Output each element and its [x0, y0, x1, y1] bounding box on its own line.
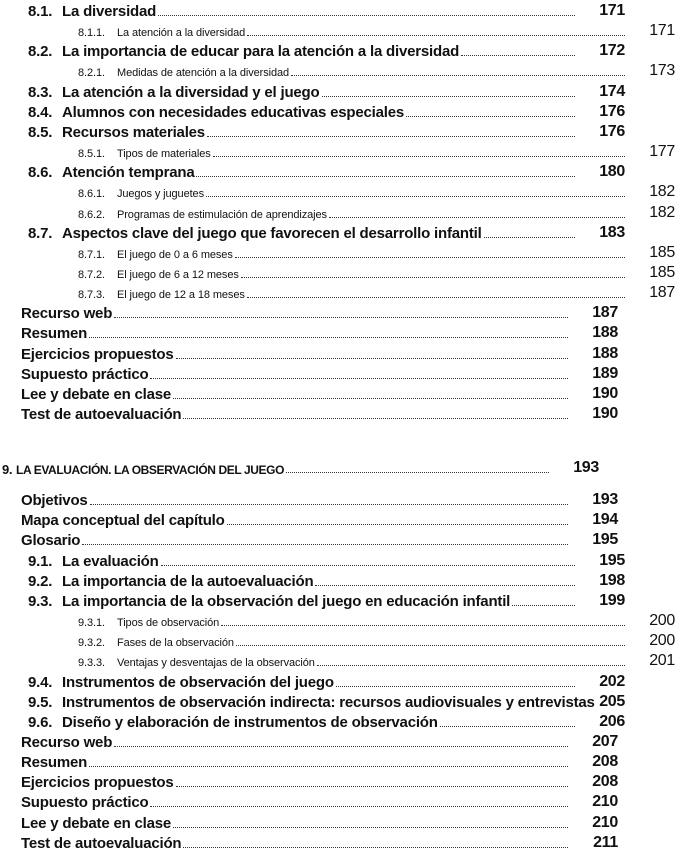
toc-entry-label: [21, 755, 87, 770]
dot-leader: [241, 277, 625, 278]
toc-entry-line: [21, 533, 570, 548]
toc-entry-label: [28, 226, 482, 241]
dot-leader: [176, 786, 568, 787]
page-number: 187: [592, 304, 618, 322]
section-number: 9.2.: [28, 572, 53, 590]
dot-leader: [114, 746, 568, 747]
section-title: Programas de estimulación de aprendizajes: [117, 208, 327, 221]
dot-leader: [173, 827, 568, 828]
toc-entry-label: [28, 85, 320, 100]
toc-entry-line: [28, 693, 595, 711]
section-title: Atención temprana: [62, 164, 195, 182]
toc-entry-row: [0, 508, 621, 528]
page-number: 208: [592, 753, 618, 771]
section-title: Recurso web: [21, 305, 113, 323]
section-title: Mapa conceptual del capítulo: [21, 512, 225, 530]
toc-entry-label: [21, 513, 225, 528]
page-number: 193: [592, 491, 618, 509]
dot-leader: [206, 196, 625, 197]
section-title: Instrumentos de observación del juego: [62, 673, 334, 691]
toc-entry-row: [0, 261, 678, 281]
section-title: La importancia de educar para la atención a la diversidad: [62, 43, 460, 61]
page-number: 201: [649, 652, 675, 670]
toc-entry-row: [0, 589, 628, 609]
toc-entry-line: [21, 795, 570, 810]
section-title: El juego de 6 a 12 meses: [117, 269, 239, 281]
toc-entry-row: [0, 528, 621, 548]
dot-leader: [90, 504, 568, 505]
page-number: 206: [599, 712, 625, 730]
section-number: 9.6.: [28, 713, 53, 731]
toc-entry-line: [21, 513, 570, 528]
toc-entry-label: [78, 618, 219, 629]
dot-leader: [89, 337, 568, 338]
toc-entry-line: [28, 4, 577, 19]
toc-entry-row: [0, 730, 621, 750]
page-number: 172: [599, 42, 625, 60]
toc-entry-line: [21, 775, 570, 790]
toc-entry-row: [0, 80, 628, 100]
page-number: 208: [592, 773, 618, 791]
toc-entry-label: [21, 306, 112, 321]
dot-leader: [247, 35, 625, 36]
toc-entry-line: [21, 347, 570, 362]
toc-entry-line: [21, 493, 570, 508]
toc-entry-label: [28, 554, 159, 569]
toc-entry-label: [78, 189, 204, 200]
toc-entry-label: [78, 28, 245, 39]
toc-entry-line: [28, 105, 577, 120]
toc-entry-line: [78, 189, 627, 200]
page-number: 177: [649, 143, 675, 161]
dot-leader: [440, 726, 575, 727]
toc-entry-label: [21, 367, 148, 382]
page-number: 182: [649, 203, 675, 221]
section-title: Fases de la observación: [117, 637, 234, 650]
toc-entry-label: [78, 68, 289, 79]
page-number: 171: [649, 22, 675, 40]
dot-leader: [247, 297, 625, 298]
toc-entry-row: [0, 690, 628, 710]
section-number: 9.5.: [28, 693, 53, 711]
toc-entry-line: [28, 554, 577, 569]
toc-entry-row: [0, 120, 628, 140]
toc-entry-row: [0, 549, 628, 569]
toc-entry-row: [0, 221, 628, 241]
section-title: La evaluación: [62, 552, 159, 570]
toc-entry-line: [78, 68, 627, 79]
toc-entry-row: [0, 750, 621, 770]
toc-entry-row: [0, 59, 678, 79]
toc-entry-row: [0, 301, 621, 321]
section-number: 8.6.1.: [78, 188, 105, 201]
section-number: 9.4.: [28, 673, 53, 691]
toc-entry-line: [21, 326, 570, 341]
section-number: 9.3.2.: [78, 637, 105, 650]
toc-entry-line: [28, 226, 577, 241]
page-number: 183: [599, 223, 625, 241]
toc-entry-label: [78, 658, 315, 669]
toc-entry-label: [2, 463, 284, 476]
toc-entry-row: [0, 569, 628, 589]
dot-leader: [286, 472, 549, 473]
toc-entry-line: [28, 594, 577, 609]
toc-entry-line: [21, 735, 570, 750]
section-title: El juego de 0 a 6 meses: [117, 248, 233, 261]
section-number: 9.: [2, 462, 13, 478]
page-number: 195: [592, 531, 618, 549]
toc-entry-label: [78, 210, 327, 221]
toc-entry-line: [21, 755, 570, 770]
page-number: 182: [649, 183, 675, 201]
toc-entry-label: [21, 347, 174, 362]
page-number: 188: [592, 344, 618, 362]
toc-entry-row: [0, 670, 628, 690]
toc-entry-line: [28, 44, 577, 59]
toc-entry-label: [21, 735, 112, 750]
page-number: 188: [592, 324, 618, 342]
dot-leader: [406, 116, 575, 117]
toc-entry-row: [0, 0, 628, 19]
toc-entry-line: [78, 28, 627, 39]
page-number: 211: [593, 833, 618, 851]
toc-entry-row: [0, 160, 628, 180]
dot-leader: [173, 398, 568, 399]
page-number: 199: [599, 591, 625, 609]
dot-leader: [461, 55, 575, 56]
dot-leader: [213, 156, 625, 157]
toc-entry-row: [0, 811, 621, 831]
toc-entry-row: [0, 629, 678, 649]
toc-entry-label: [78, 270, 239, 281]
toc-entry-label: [28, 594, 510, 609]
dot-leader: [227, 524, 568, 525]
toc-entry-line: [2, 463, 551, 476]
section-title: Supuesto práctico: [21, 365, 149, 383]
section-number: 9.3.1.: [78, 617, 105, 629]
toc-entry-row: [0, 281, 678, 301]
section-title: LA EVALUACIÓN. LA OBSERVACIÓN DEL JUEGO: [16, 463, 285, 478]
section-title: Supuesto práctico: [21, 794, 149, 812]
section-title: Lee y debate en clase: [21, 814, 172, 832]
dot-leader: [315, 585, 575, 586]
section-number: 8.6.2.: [78, 208, 105, 221]
section-number: 9.3.3.: [78, 657, 105, 670]
toc-entry-line: [28, 574, 577, 589]
toc-entry-label: [28, 4, 156, 19]
dot-leader: [329, 217, 625, 218]
toc-entry-row: [0, 19, 678, 39]
section-number: 8.5.1.: [78, 148, 105, 161]
dot-leader: [114, 317, 568, 318]
dot-leader: [336, 686, 575, 687]
toc-entry-line: [78, 658, 627, 669]
dot-leader: [150, 378, 568, 379]
toc-entry-line: [21, 306, 570, 321]
page-number: 194: [592, 511, 618, 529]
section-title: Tipos de observación: [117, 617, 220, 629]
page-number: 190: [592, 384, 618, 402]
section-number: 8.6.: [28, 164, 53, 182]
page-number: 189: [592, 364, 618, 382]
page-number: 205: [599, 692, 625, 710]
toc-entry-row: [0, 790, 621, 810]
section-title: Recurso web: [21, 733, 113, 751]
toc-entry-line: [28, 715, 577, 730]
toc-entry-label: [21, 816, 171, 831]
toc-entry-label: [21, 326, 87, 341]
section-title: Test de autoevaluación: [21, 834, 182, 852]
toc-entry-label: [21, 775, 174, 790]
section-number: 8.4.: [28, 103, 53, 121]
section-title: Glosario: [21, 532, 81, 550]
toc-entry-line: [78, 149, 627, 160]
section-number: 8.1.: [28, 3, 53, 20]
dot-leader: [183, 418, 568, 419]
toc-entry-row: [0, 649, 678, 669]
page-number: 202: [599, 672, 625, 690]
page-number: 198: [599, 571, 625, 589]
section-title: Instrumentos de observación indirecta: recursos audiovisuales y entrevistas: [62, 693, 595, 711]
toc-entry-row: [0, 770, 621, 790]
section-title: La atención a la diversidad: [117, 27, 246, 40]
page-number: 185: [649, 243, 675, 261]
dot-leader: [322, 96, 576, 97]
section-title: La diversidad: [62, 3, 157, 20]
toc-entry-row: [0, 488, 621, 508]
dot-leader: [183, 847, 568, 848]
toc-entry-line: [28, 675, 577, 690]
toc-entry-row: [0, 241, 678, 261]
toc-entry-row: [0, 609, 678, 629]
toc-entry-line: [28, 85, 577, 100]
toc-entry-label: [28, 695, 595, 710]
page-number: 185: [649, 264, 675, 281]
section-title: Alumnos con necesidades educativas especiales: [62, 103, 404, 121]
toc-entry-row: [0, 402, 621, 422]
page-number: 176: [599, 122, 625, 140]
section-title: Juegos y juguetes: [117, 188, 204, 201]
page-number: 210: [592, 793, 618, 811]
toc-entry-line: [21, 816, 570, 831]
section-number: 8.5.: [28, 123, 53, 141]
section-title: La importancia de la observación del juego en educación infantil: [62, 592, 511, 610]
section-number: 8.7.2.: [78, 269, 105, 281]
dot-leader: [207, 136, 575, 137]
section-title: Diseño y elaboración de instrumentos de observación: [62, 713, 438, 731]
section-title: Test de autoevaluación: [21, 406, 182, 423]
dot-leader: [221, 625, 625, 626]
dot-leader: [317, 665, 625, 666]
dot-leader: [89, 766, 568, 767]
toc-entry-label: [28, 125, 205, 140]
page-number: 210: [592, 813, 618, 831]
page-number: 193: [573, 459, 599, 477]
toc-entry-row: [0, 201, 678, 221]
toc-entry-line: [21, 407, 570, 422]
toc-entry-row: [0, 831, 621, 851]
toc-entry-label: [28, 165, 194, 180]
page-number: 200: [649, 612, 675, 629]
toc-entry-line: [21, 836, 570, 851]
toc-entry-label: [21, 387, 171, 402]
section-title: La importancia de la autoevaluación: [62, 572, 314, 590]
section-number: 9.3.: [28, 592, 53, 610]
section-title: Resumen: [21, 754, 88, 772]
section-number: 9.1.: [28, 552, 53, 570]
dot-leader: [196, 176, 575, 177]
toc-entry-line: [21, 387, 570, 402]
page-number: 176: [599, 102, 625, 120]
dot-leader: [291, 75, 625, 76]
dot-leader: [512, 605, 575, 606]
section-title: Ejercicios propuestos: [21, 345, 174, 363]
chapter-heading-row: [0, 456, 602, 476]
section-number: 8.7.3.: [78, 289, 105, 302]
page-number: 187: [649, 284, 675, 302]
section-title: Lee y debate en clase: [21, 385, 172, 403]
toc-entry-line: [78, 290, 627, 301]
toc-entry-line: [78, 250, 627, 261]
toc-entry-row: [0, 321, 621, 341]
toc-entry-label: [28, 574, 313, 589]
section-title: Aspectos clave del juego que favorecen el desarrollo infantil: [62, 224, 482, 242]
page-number: 190: [592, 405, 618, 422]
toc-entry-label: [78, 149, 211, 160]
page-number: 200: [649, 632, 675, 650]
toc-entry-label: [21, 795, 148, 810]
toc-entry-label: [21, 836, 181, 851]
toc-entry-row: [0, 39, 628, 59]
toc-entry-label: [28, 715, 438, 730]
section-title: Recursos materiales: [62, 123, 205, 141]
section-title: Medidas de atención a la diversidad: [117, 67, 290, 80]
section-title: Ventajas y desventajas de la observación: [117, 657, 315, 670]
toc-entry-label: [21, 493, 88, 508]
section-title: Tipos de materiales: [117, 148, 211, 161]
dot-leader: [158, 15, 575, 16]
section-number: 8.3.: [28, 83, 53, 101]
page-number: 180: [599, 163, 625, 181]
dot-leader: [150, 806, 568, 807]
section-number: 8.2.: [28, 43, 53, 61]
toc-entry-label: [28, 105, 404, 120]
section-number: 8.7.: [28, 224, 53, 242]
toc-entry-label: [28, 675, 334, 690]
section-title: Objetivos: [21, 492, 88, 510]
toc-entry-line: [28, 165, 577, 180]
toc-entry-line: [78, 638, 627, 649]
toc-entry-line: [28, 125, 577, 140]
page-number: 174: [599, 82, 625, 100]
toc-entry-line: [78, 618, 627, 629]
page-number: 171: [599, 2, 625, 19]
section-number: 8.1.1.: [78, 27, 105, 40]
toc-entry-row: [0, 180, 678, 200]
section-title: Ejercicios propuestos: [21, 774, 174, 792]
dot-leader: [161, 565, 575, 566]
toc-entry-row: [0, 710, 628, 730]
dot-leader: [82, 544, 568, 545]
toc-entry-line: [21, 367, 570, 382]
section-number: 8.7.1.: [78, 248, 105, 261]
toc-entry-label: [21, 533, 80, 548]
dot-leader: [484, 237, 575, 238]
section-title: La atención a la diversidad y el juego: [62, 83, 320, 101]
dot-leader: [235, 257, 625, 258]
toc-entry-label: [78, 290, 245, 301]
page-number: 207: [592, 732, 618, 750]
section-title: Resumen: [21, 325, 88, 343]
toc-entry-label: [21, 407, 181, 422]
page-number: 195: [599, 551, 625, 569]
toc-entry-row: [0, 342, 621, 362]
toc-entry-row: [0, 140, 678, 160]
section-title: El juego de 12 a 18 meses: [117, 289, 245, 302]
toc-entry-row: [0, 100, 628, 120]
toc-entry-label: [28, 44, 459, 59]
toc-entry-row: [0, 362, 621, 382]
dot-leader: [236, 645, 625, 646]
toc-entry-row: [0, 382, 621, 402]
section-number: 8.2.1.: [78, 67, 105, 80]
toc-entry-line: [78, 270, 627, 281]
toc-entry-line: [78, 210, 627, 221]
dot-leader: [176, 358, 568, 359]
toc-entry-label: [78, 250, 233, 261]
toc-entry-label: [78, 638, 234, 649]
page-number: 173: [649, 62, 675, 80]
